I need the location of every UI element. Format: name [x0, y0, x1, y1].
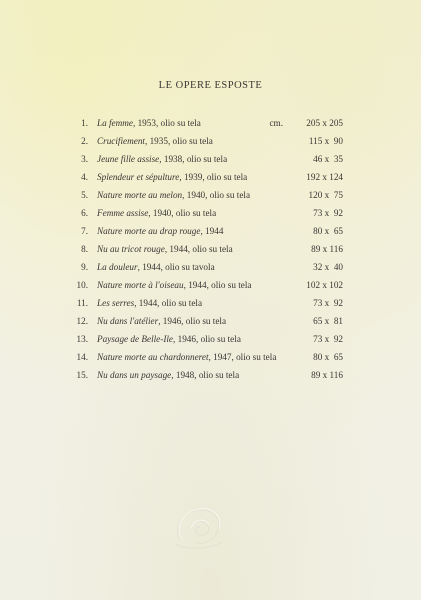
work-row — [0, 330, 421, 348]
work-title: Nature morte au drap rouge — [97, 226, 201, 236]
work-title: La douleur — [97, 262, 138, 272]
work-entry — [97, 366, 239, 384]
work-dimensions: 65 x 81 — [313, 316, 343, 326]
work-title: La femme — [97, 118, 133, 128]
work-title: Les serres — [97, 298, 135, 308]
work-entry — [97, 312, 226, 330]
work-entry — [97, 258, 215, 276]
work-row — [0, 132, 421, 150]
work-row — [0, 168, 421, 186]
work-number: 10. — [76, 280, 88, 290]
work-number: 1. — [81, 118, 88, 128]
work-row — [0, 114, 421, 132]
work-title: Femme assise — [97, 208, 149, 218]
work-title: Nu dans un paysage — [97, 370, 172, 380]
work-dimensions: 120 x 75 — [308, 190, 343, 200]
work-row — [0, 240, 421, 258]
work-entry — [97, 240, 233, 258]
work-number: 6. — [81, 208, 88, 218]
work-title: Nature morte au chardonneret — [97, 352, 209, 362]
work-dimensions: 89 x 116 — [311, 370, 343, 380]
work-number: 3. — [81, 154, 88, 164]
work-title: Crucifiement — [97, 136, 145, 146]
work-entry — [97, 204, 216, 222]
work-dimensions: 80 x 65 — [313, 352, 343, 362]
work-row — [0, 366, 421, 384]
work-dimensions: 73 x 92 — [313, 298, 343, 308]
work-details: , 1940, olio su tela — [182, 190, 251, 200]
work-entry — [97, 186, 250, 204]
work-details: , 1944, olio su tela — [164, 244, 233, 254]
work-row — [0, 348, 421, 366]
work-number: 14. — [76, 352, 88, 362]
work-details: , 1944, olio su tela — [183, 280, 252, 290]
work-number: 7. — [81, 226, 88, 236]
work-title: Nature morte au melon — [97, 190, 183, 200]
work-number: 13. — [76, 334, 88, 344]
page-title: LE OPERE ESPOSTE — [158, 80, 263, 91]
work-title: Nature morte à l'oiseau — [97, 280, 184, 290]
work-dimensions: 115 x 90 — [308, 136, 343, 146]
work-dimensions: 32 x 40 — [313, 262, 343, 272]
work-details: , 1946, olio su tela — [158, 316, 227, 326]
work-entry — [97, 132, 213, 150]
work-entry — [97, 114, 201, 132]
work-details: , 1944, olio su tela — [134, 298, 203, 308]
work-number: 9. — [81, 262, 88, 272]
work-entry — [97, 330, 241, 348]
unit-label: cm. — [269, 118, 283, 128]
work-details: , 1938, olio su tela — [159, 154, 228, 164]
work-dimensions: 205 x 205 — [306, 118, 343, 128]
work-entry — [97, 276, 252, 294]
work-row — [0, 258, 421, 276]
work-title: Nu au tricot rouge — [97, 244, 165, 254]
work-number: 11. — [76, 298, 88, 308]
work-dimensions: 73 x 92 — [313, 334, 343, 344]
work-row — [0, 276, 421, 294]
work-details: , 1948, olio su tela — [171, 370, 240, 380]
work-dimensions: 46 x 35 — [313, 154, 343, 164]
work-entry — [97, 348, 276, 366]
work-entry — [97, 150, 227, 168]
work-title: Splendeur et sépulture — [97, 172, 180, 182]
work-number: 15. — [76, 370, 88, 380]
work-number: 4. — [81, 172, 88, 182]
work-dimensions: 192 x 124 — [306, 172, 343, 182]
work-row — [0, 186, 421, 204]
work-details: , 1940, olio su tela — [148, 208, 217, 218]
work-number: 8. — [81, 244, 88, 254]
work-details: , 1946, olio su tela — [173, 334, 241, 344]
work-details: , 1939, olio su tela — [179, 172, 248, 182]
work-dimensions: 80 x 65 — [313, 226, 343, 236]
work-details: , 1953, olio su tela — [132, 118, 201, 128]
work-details: , 1935, olio su tela — [144, 136, 213, 146]
work-dimensions: 89 x 116 — [311, 244, 343, 254]
embossed-seal — [168, 500, 230, 552]
work-dimensions: 73 x 92 — [313, 208, 343, 218]
work-entry — [97, 168, 247, 186]
work-dimensions: 102 x 102 — [306, 280, 343, 290]
work-entry — [97, 294, 202, 312]
work-row — [0, 222, 421, 240]
work-number: 12. — [76, 316, 88, 326]
work-title: Nu dans l'atélier — [97, 316, 159, 326]
works-list — [0, 114, 421, 384]
work-title: Jeune fille assise — [97, 154, 160, 164]
work-title: Paysage de Belle-Ile — [97, 334, 174, 344]
work-details: , 1947, olio su tela — [208, 352, 277, 362]
work-number: 5. — [81, 190, 88, 200]
work-row — [0, 204, 421, 222]
work-number: 2. — [81, 136, 88, 146]
work-row — [0, 150, 421, 168]
work-row — [0, 294, 421, 312]
work-details: , 1944, olio su tavola — [137, 262, 215, 272]
work-entry — [97, 222, 223, 240]
work-row — [0, 312, 421, 330]
work-details: , 1944 — [200, 226, 224, 236]
